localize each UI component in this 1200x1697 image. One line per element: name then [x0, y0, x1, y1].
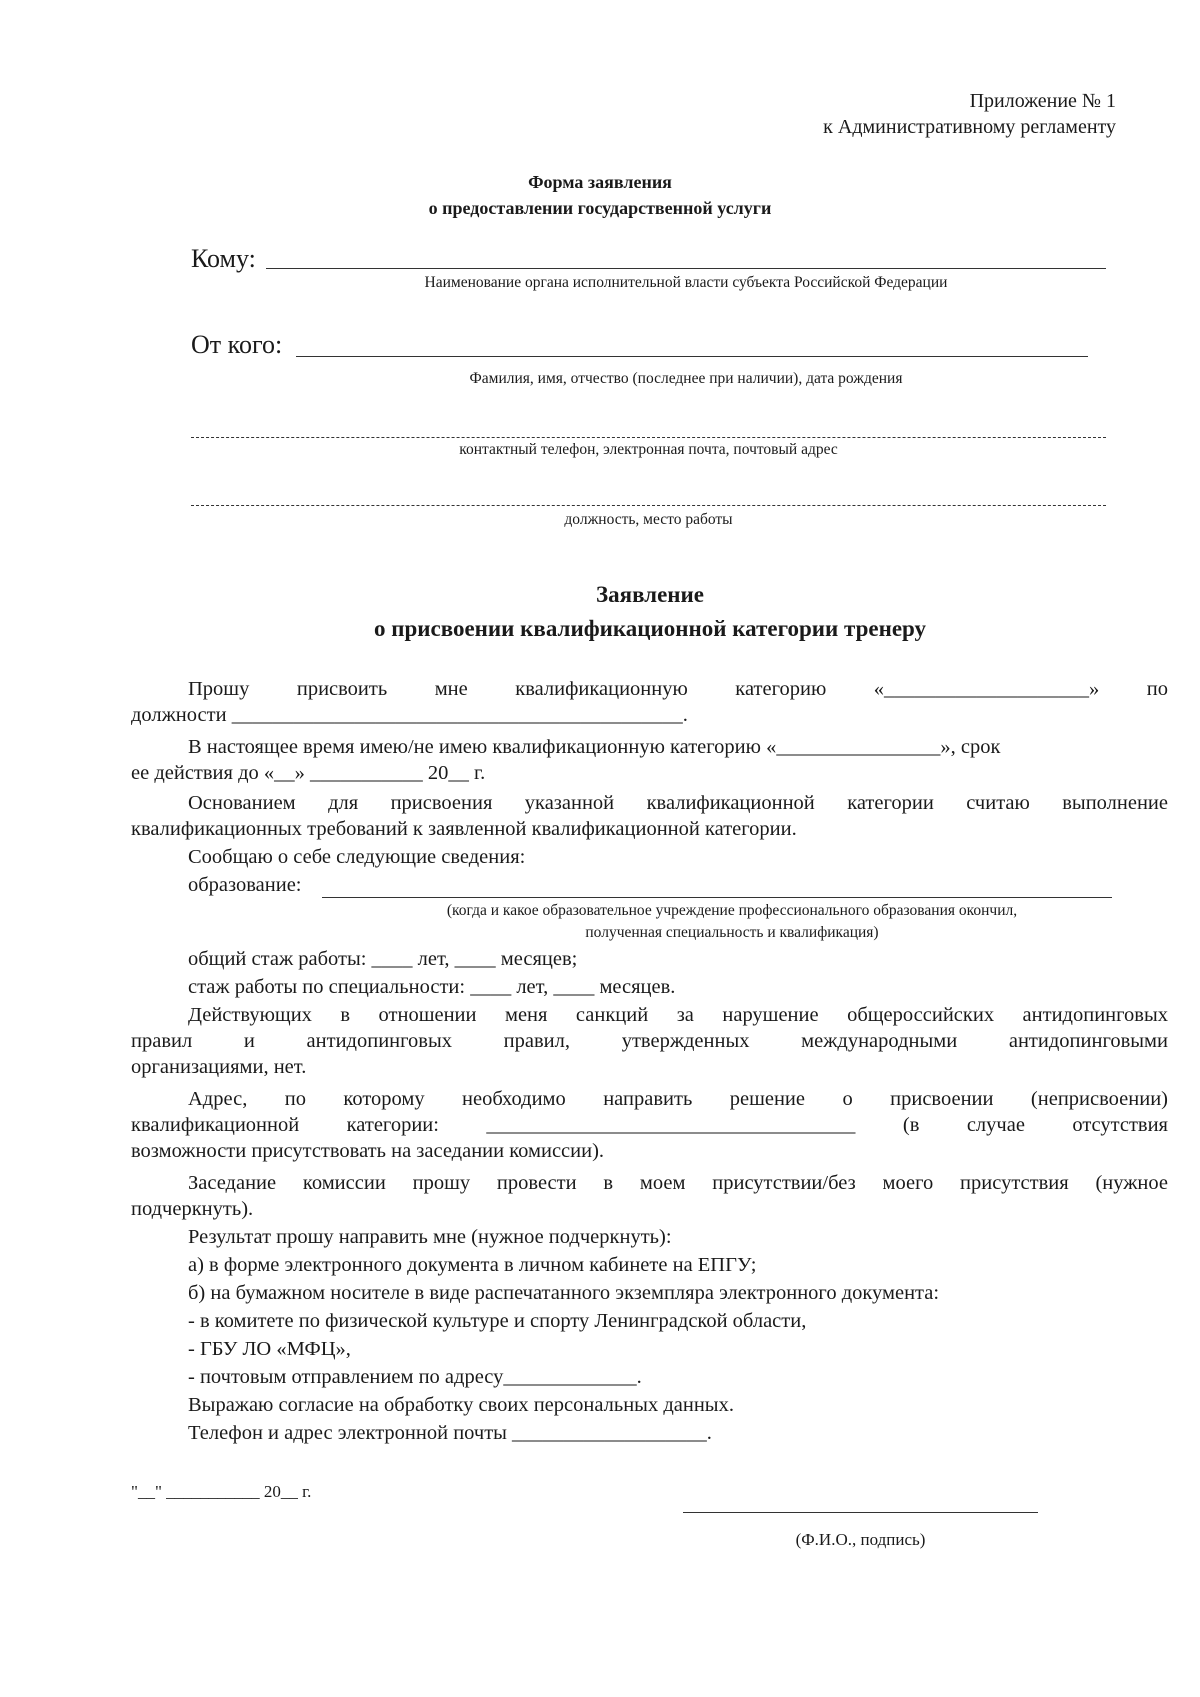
meeting-line1: Заседание комиссии прошу провести в моем присутствии/без моего присутствия (нужное	[188, 1172, 1168, 1194]
from-caption-name: Фамилия, имя, отчество (последнее при наличии), дата рождения	[469, 370, 903, 387]
date-field: "__" ___________ 20__ г.	[131, 1482, 312, 1501]
basis-paragraph-line2: квалификационных требований к заявленной квалификационной категории.	[131, 818, 797, 840]
sanctions-line1: Действующих в отношении меня санкций за нарушение общероссийских антидопинговых	[188, 1004, 1168, 1026]
signature-caption: (Ф.И.О., подпись)	[795, 1530, 926, 1549]
request-paragraph-line1: Прошу присвоить мне квалификационную категорию «____________________» по	[188, 678, 1168, 700]
education-label: образование:	[188, 874, 302, 896]
contact-statement: Телефон и адрес электронной почты ___________________.	[188, 1422, 712, 1444]
option-paper-post: - почтовым отправлением по адресу_____________.	[188, 1366, 642, 1388]
option-paper-committee: - в комитете по физической культуре и спорту Ленинградской области,	[188, 1310, 807, 1332]
contact-field-line[interactable]	[191, 437, 1106, 438]
education-field-line[interactable]	[322, 897, 1112, 898]
from-caption-contact: контактный телефон, электронная почта, почтовый адрес	[459, 441, 838, 458]
address-line1: Адрес, по которому необходимо направить решение о присвоении (неприсвоении)	[188, 1088, 1168, 1110]
appendix-number: Приложение № 1	[969, 90, 1116, 112]
form-title-line2: о предоставлении государственной услуги	[428, 198, 772, 218]
basis-paragraph-line1: Основанием для присвоения указанной квалификационной категории считаю выполнение	[188, 792, 1168, 814]
statement-title-line2: о присвоении квалификационной категории тренеру	[373, 616, 927, 641]
to-label: Кому:	[191, 244, 256, 273]
from-field-line[interactable]	[296, 356, 1088, 357]
education-caption-line2: полученная специальность и квалификация)	[585, 924, 879, 941]
request-paragraph-line2: должности ____________________________________________.	[131, 704, 688, 726]
option-electronic: а) в форме электронного документа в личном кабинете на ЕПГУ;	[188, 1254, 757, 1276]
current-category-line2: ее действия до «__» ___________ 20__ г.	[131, 762, 486, 784]
sanctions-line3: организациями, нет.	[131, 1056, 307, 1078]
from-caption-job: должность, место работы	[564, 511, 733, 528]
regulation-reference: к Административному регламенту	[823, 116, 1116, 138]
from-label: От кого:	[191, 330, 283, 359]
statement-title-line1: Заявление	[595, 582, 705, 607]
address-line2: квалификационной категории: ____________________________________ (в случае отсутствия	[131, 1114, 1168, 1136]
form-title-line1: Форма заявления	[528, 172, 672, 192]
to-caption: Наименование органа исполнительной власти субъекта Российской Федерации	[424, 274, 948, 291]
to-field-line[interactable]	[266, 268, 1106, 269]
signature-line[interactable]	[683, 1512, 1038, 1513]
sanctions-line2: правил и антидопинговых правил, утвержденных международными антидопинговыми	[131, 1030, 1168, 1052]
meeting-line2: подчеркнуть).	[131, 1198, 254, 1220]
result-delivery-intro: Результат прошу направить мне (нужное подчеркнуть):	[188, 1226, 672, 1248]
option-paper: б) на бумажном носителе в виде распечатанного экземпляра электронного документа:	[188, 1282, 940, 1304]
address-line3: возможности присутствовать на заседании комиссии).	[131, 1140, 605, 1162]
education-caption-line1: (когда и какое образовательное учреждение профессионального образования окончил,	[446, 902, 1018, 919]
option-paper-mfc: - ГБУ ЛО «МФЦ»,	[188, 1338, 351, 1360]
job-field-line[interactable]	[191, 505, 1106, 506]
current-category-line1: В настоящее время имею/не имею квалификационную категорию «________________», срок	[188, 736, 1001, 758]
info-intro: Сообщаю о себе следующие сведения:	[188, 846, 526, 868]
specialty-experience: стаж работы по специальности: ____ лет, ____ месяцев.	[188, 976, 676, 998]
total-experience: общий стаж работы: ____ лет, ____ месяцев;	[188, 948, 578, 970]
consent-statement: Выражаю согласие на обработку своих персональных данных.	[188, 1394, 734, 1416]
